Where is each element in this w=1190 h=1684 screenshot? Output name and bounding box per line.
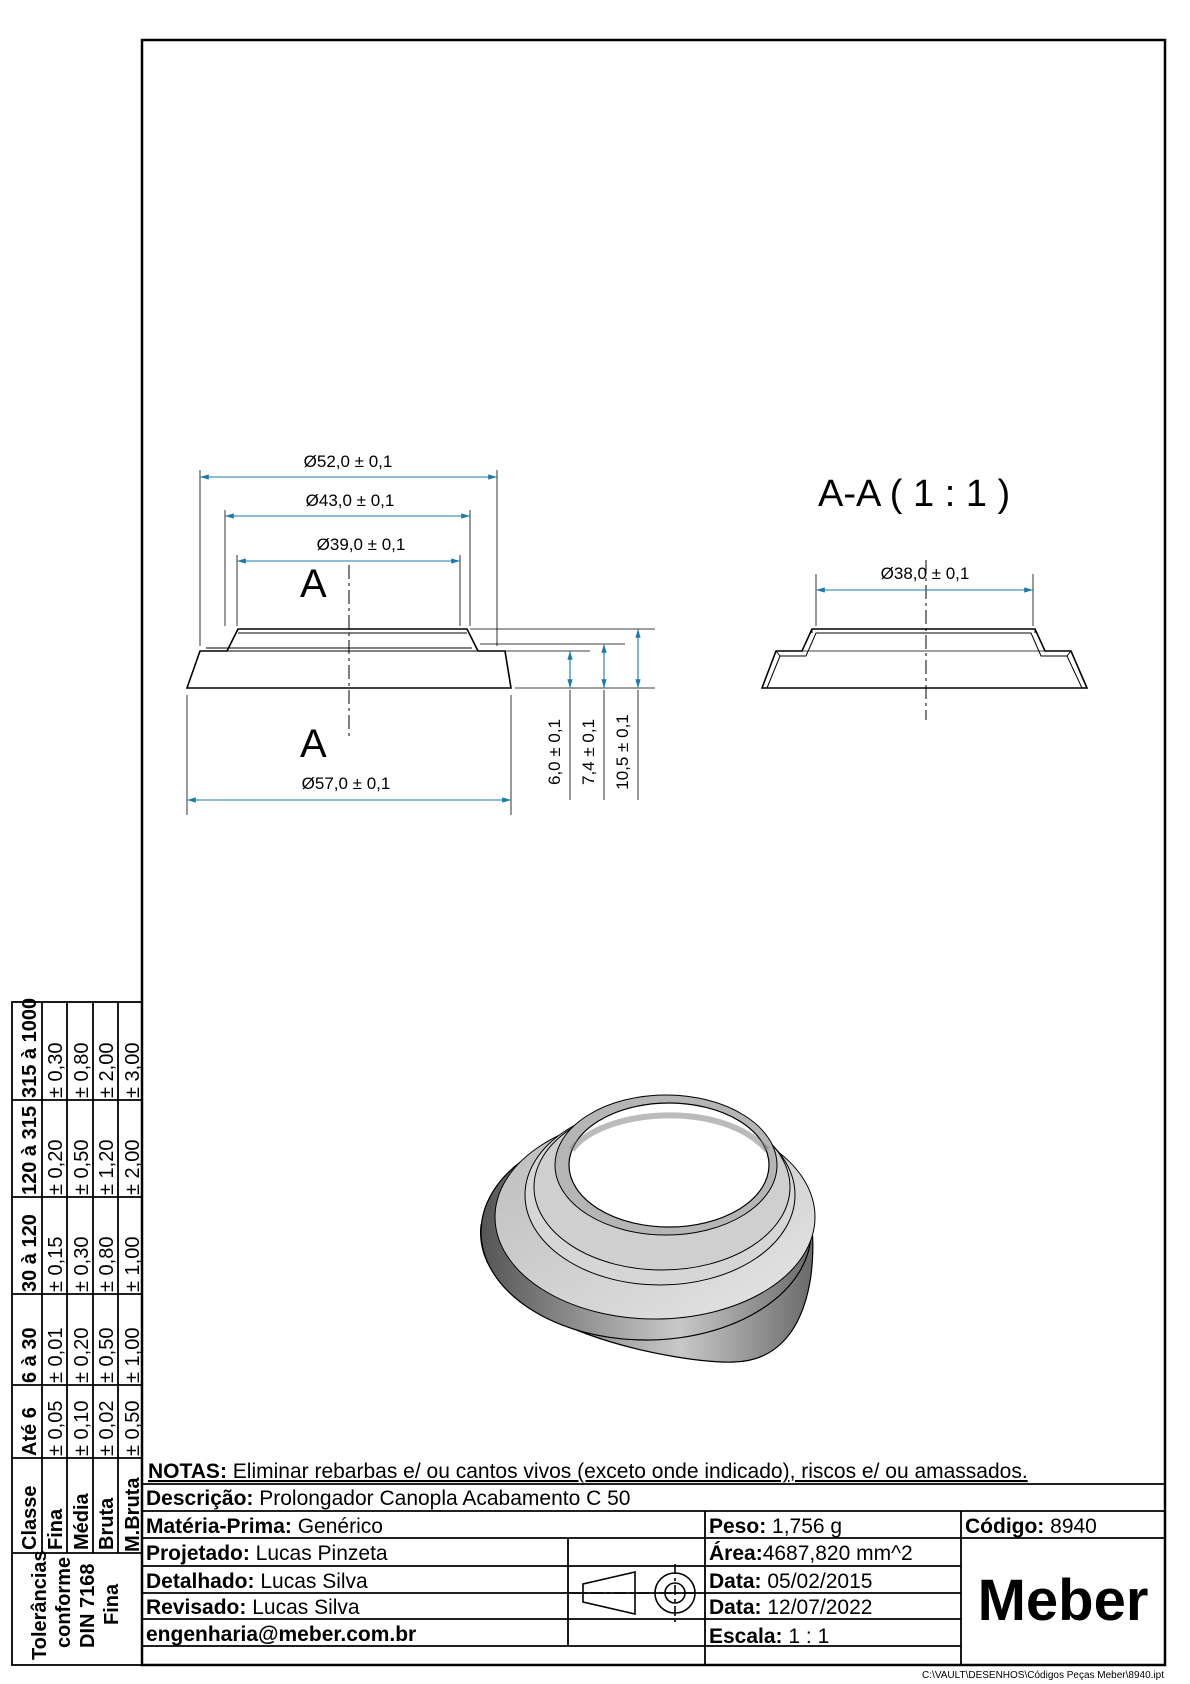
section-view-outline: [762, 629, 1087, 688]
tolerance-value: ± 0,02: [96, 1400, 118, 1456]
area-field: Área:4687,820 mm^2: [709, 1542, 913, 1565]
tolerance-value: ± 0,50: [122, 1400, 144, 1456]
tolerance-header: Classe: [19, 1485, 41, 1550]
tolerance-value: ± 0,80: [71, 1042, 93, 1098]
dim-h105: 10,5 ± 0,1: [613, 714, 632, 790]
tolerance-value: ± 0,20: [45, 1139, 67, 1195]
data-revisao-field: Data: 12/07/2022: [709, 1596, 873, 1619]
detalhado-field: Detalhado: Lucas Silva: [146, 1570, 368, 1593]
tolerance-value: ± 0,50: [96, 1327, 118, 1383]
section-mark-bottom: A: [300, 722, 327, 766]
tolerance-value: ± 0,30: [45, 1042, 67, 1098]
tolerance-caption-3: DIN 7168: [77, 1563, 99, 1648]
dim-h74: 7,4 ± 0,1: [579, 718, 598, 786]
tolerance-value: ± 0,10: [71, 1400, 93, 1456]
brand-logo: Meber: [977, 1568, 1149, 1633]
codigo-field: Código: 8940: [965, 1515, 1097, 1538]
tolerance-value: ± 1,20: [96, 1139, 118, 1195]
tolerance-caption-4: Fina: [101, 1583, 123, 1625]
tolerance-range-label: Até 6: [19, 1407, 41, 1456]
file-path: C:\VAULT\DESENHOS\Códigos Peças Meber\8940.ipt: [922, 1670, 1164, 1681]
dim-d43: Ø43,0 ± 0,1: [305, 491, 395, 510]
tolerance-value: ± 1,00: [122, 1327, 144, 1383]
revisado-field: Revisado: Lucas Silva: [146, 1596, 360, 1619]
dim-h6: 6,0 ± 0,1: [545, 718, 564, 786]
tolerance-value: ± 0,20: [71, 1327, 93, 1383]
tolerance-table: [12, 998, 144, 1665]
class-bruta: Bruta: [96, 1497, 118, 1550]
tolerance-value: ± 3,00: [122, 1042, 144, 1098]
section-title: A-A ( 1 : 1 ): [818, 473, 1011, 515]
tolerance-value: ± 1,00: [122, 1236, 144, 1292]
tolerance-range-label: 30 à 120: [19, 1214, 41, 1292]
class-fina: Fina: [45, 1508, 67, 1550]
tolerance-range-label: 6 à 30: [19, 1327, 41, 1383]
tolerance-value: ± 2,00: [96, 1042, 118, 1098]
class-mbruta: M.Bruta: [122, 1477, 144, 1552]
tolerance-value: ± 0,80: [96, 1236, 118, 1292]
front-view: [187, 452, 655, 815]
tolerance-caption-2: conforme: [53, 1556, 75, 1648]
tolerance-value: ± 0,30: [71, 1236, 93, 1292]
drawing-border: [142, 40, 1165, 1665]
tolerance-value: ± 0,15: [45, 1236, 67, 1292]
tolerance-value: ± 0,50: [71, 1139, 93, 1195]
dim-d39: Ø39,0 ± 0,1: [316, 535, 406, 554]
tolerance-caption-1: Tolerâncias: [29, 1550, 51, 1660]
class-media: Média: [71, 1493, 93, 1550]
tolerance-value: ± 0,01: [45, 1327, 67, 1383]
data-criacao-field: Data: 05/02/2015: [709, 1570, 873, 1593]
section-view: [762, 473, 1087, 720]
dim-d52: Ø52,0 ± 0,1: [303, 452, 393, 471]
dim-d38: Ø38,0 ± 0,1: [880, 564, 970, 583]
descricao-field: Descrição: Prolongador Canopla Acabamento C 50: [146, 1487, 631, 1510]
tolerance-value: ± 2,00: [122, 1139, 144, 1195]
isometric-view: [481, 1095, 815, 1362]
materia-field: Matéria-Prima: Genérico: [146, 1515, 383, 1538]
peso-field: Peso: 1,756 g: [709, 1515, 843, 1538]
section-mark-top: A: [300, 562, 327, 606]
title-block: [142, 1484, 1165, 1665]
email-field: engenharia@meber.com.br: [146, 1623, 417, 1646]
tolerance-range-label: 120 à 315: [19, 1106, 41, 1195]
projetado-field: Projetado: Lucas Pinzeta: [146, 1542, 388, 1565]
notes: NOTAS: Eliminar rebarbas e/ ou cantos vivos (exceto onde indicado), riscos e/ ou amassados.: [148, 1460, 1028, 1483]
tolerance-range-label: 315 à 1000: [19, 997, 41, 1098]
escala-field: Escala: 1 : 1: [709, 1625, 830, 1648]
dim-d57: Ø57,0 ± 0,1: [301, 774, 391, 793]
tolerance-value: ± 0,05: [45, 1400, 67, 1456]
